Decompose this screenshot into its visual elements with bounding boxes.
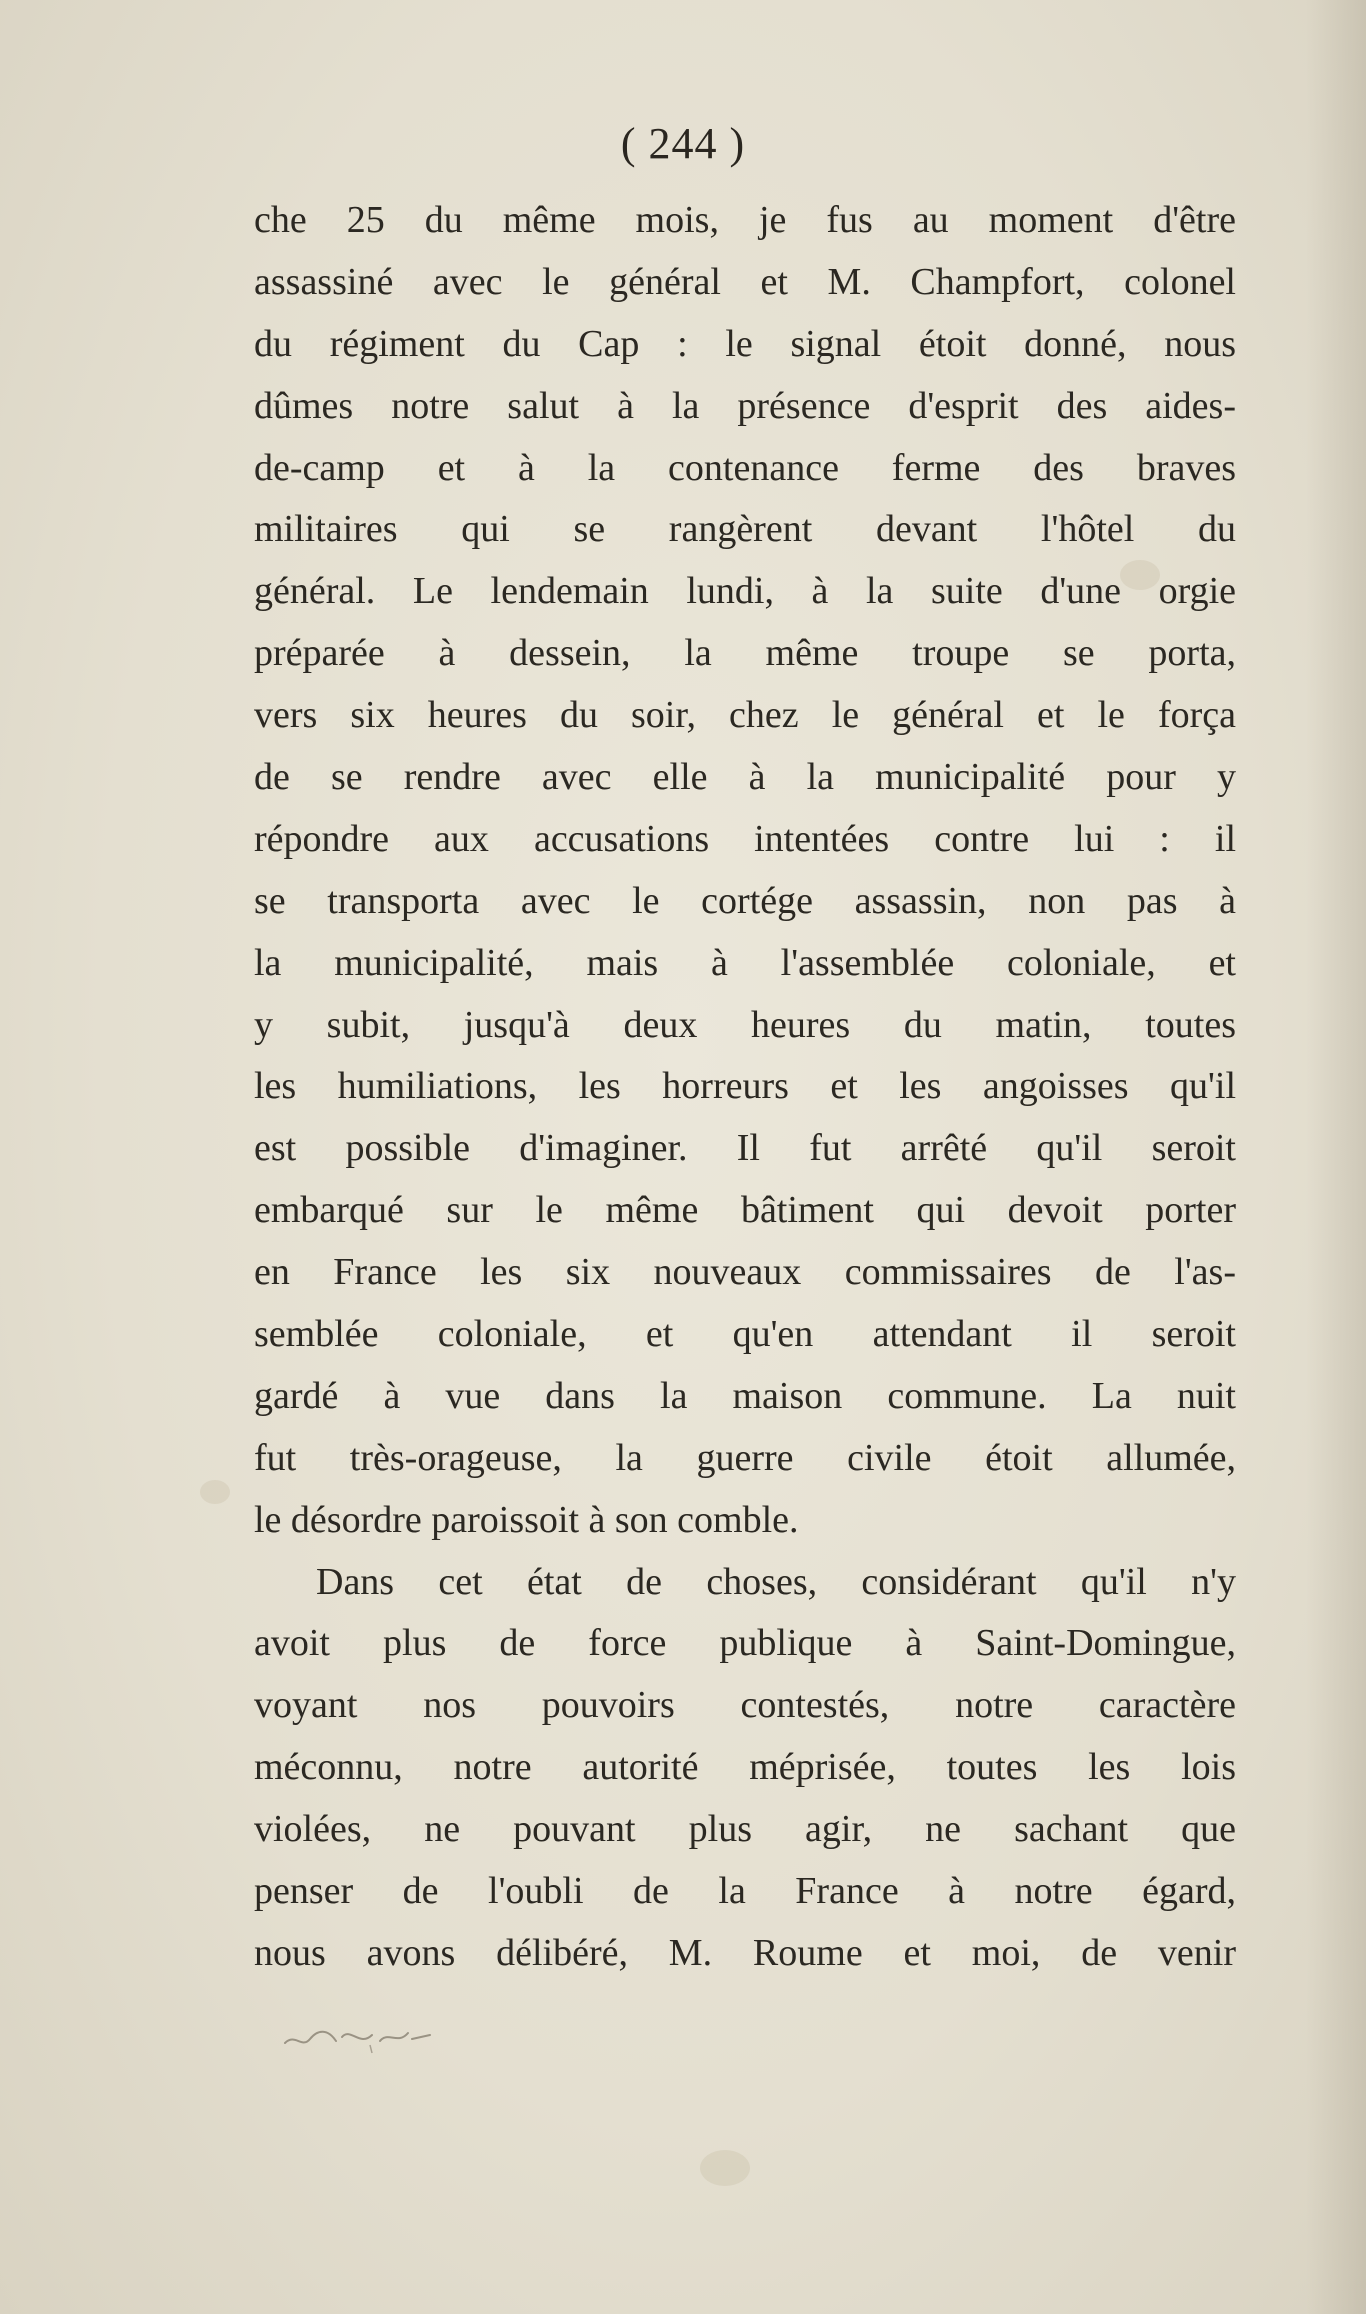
text-line: gardé à vue dans la maison commune. La nuit <box>254 1374 1236 1417</box>
text-line: che 25 du même mois, je fus au moment d'être <box>254 199 1236 241</box>
text-line: nous avons délibéré, M. Roume et moi, de venir <box>254 1931 1236 1974</box>
text-line: violées, ne pouvant plus agir, ne sachant que <box>254 1808 1236 1851</box>
text-line: embarqué sur le même bâtiment qui devoit porter <box>254 1189 1236 1232</box>
text-line: méconnu, notre autorité méprisée, toutes les lois <box>254 1746 1236 1789</box>
text-line: de se rendre avec elle à la municipalité pour y <box>254 756 1236 799</box>
text-line: préparée à dessein, la même troupe se porta, <box>254 632 1236 675</box>
page-number: ( 244 ) <box>620 119 746 168</box>
text-line: fut très-orageuse, la guerre civile étoit allumée, <box>254 1436 1236 1479</box>
text-line: le désordre paroissoit à son comble. <box>254 1498 799 1541</box>
body-text <box>254 190 1236 1985</box>
text-line: les humiliations, les horreurs et les angoisses qu'il <box>254 1065 1236 1108</box>
text-line: du régiment du Cap : le signal étoit donné, nous <box>254 322 1236 365</box>
page-edge-shadow <box>1306 0 1366 2314</box>
text-line: voyant nos pouvoirs contestés, notre caractère <box>254 1684 1236 1727</box>
foxing-spot <box>700 2150 750 2186</box>
text-line: se transporta avec le cortége assassin, non pas à <box>254 879 1236 922</box>
text-line: de-camp et à la contenance ferme des braves <box>254 446 1236 489</box>
text-line: militaires qui se rangèrent devant l'hôtel du <box>254 508 1236 551</box>
text-line: dûmes notre salut à la présence d'esprit des aides- <box>254 384 1236 427</box>
text-line: répondre aux accusations intentées contre lui : il <box>254 817 1236 860</box>
text-line: vers six heures du soir, chez le général et le força <box>254 694 1236 737</box>
text-line: est possible d'imaginer. Il fut arrêté qu'il seroit <box>254 1127 1236 1170</box>
text-line: y subit, jusqu'à deux heures du matin, toutes <box>254 1003 1236 1046</box>
text-line: la municipalité, mais à l'assemblée coloniale, et <box>254 941 1236 984</box>
text-line: Dans cet état de choses, considérant qu'il n'y <box>316 1560 1236 1603</box>
text-line: penser de l'oubli de la France à notre égard, <box>254 1870 1236 1913</box>
text-line: semblée coloniale, et qu'en attendant il seroit <box>254 1313 1236 1356</box>
foxing-spot <box>200 1480 230 1504</box>
text-line: général. Le lendemain lundi, à la suite d'une orgie <box>254 570 1236 613</box>
text-line: en France les six nouveaux commissaires de l'as- <box>254 1251 1236 1294</box>
pencil-scribble-mark <box>280 2015 480 2055</box>
text-line: assassiné avec le général et M. Champfort, colonel <box>254 260 1236 303</box>
text-line: avoit plus de force publique à Saint-Domingue, <box>254 1622 1236 1665</box>
